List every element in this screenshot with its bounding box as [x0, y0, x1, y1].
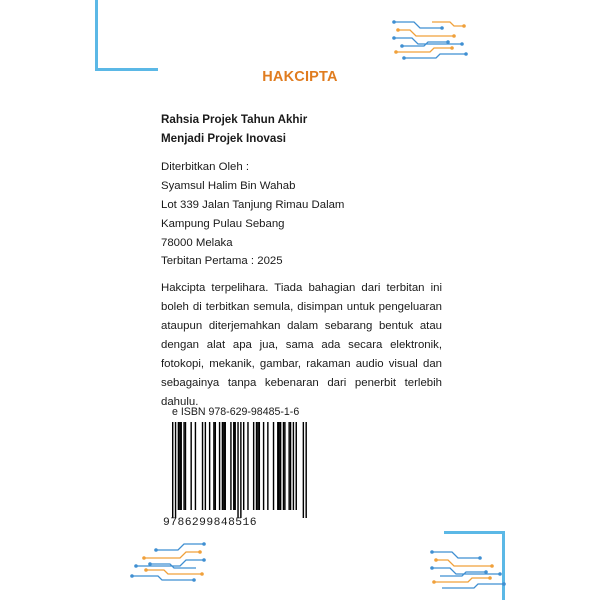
- barcode-bar: [215, 422, 216, 510]
- barcode-bar: [178, 422, 179, 510]
- barcode-bar: [263, 422, 264, 510]
- copyright-line: dengan alat apa jua, sama ada secara elektronik,: [161, 339, 442, 351]
- barcode-bar: [222, 422, 223, 510]
- first-edition-line: Terbitan Pertama : 2025: [161, 255, 283, 267]
- barcode-bar: [256, 422, 257, 510]
- barcode-bar: [219, 422, 220, 510]
- copyright-notice: [161, 279, 442, 412]
- copyright-line: sebagainya tanpa kebenaran dari penerbit terlebih: [161, 377, 442, 389]
- isbn-label: e ISBN 978-629-98485-1-6: [172, 406, 300, 418]
- barcode-bar: [293, 422, 294, 510]
- barcode-bar: [209, 422, 210, 510]
- top-left-frame-corner: [95, 0, 158, 71]
- barcode-bar: [230, 422, 231, 510]
- barcode-bar: [195, 422, 196, 510]
- barcode-bar: [233, 422, 234, 510]
- barcode-bar: [305, 422, 306, 518]
- publisher-label: Diterbitkan Oleh :: [161, 161, 249, 173]
- book-title: [161, 110, 442, 148]
- barcode-digits: 9786299848516: [163, 517, 257, 529]
- barcode-bar: [181, 422, 182, 510]
- barcode-bar: [296, 422, 297, 510]
- barcode-bar: [175, 422, 176, 518]
- publisher-postcode-city: 78000 Melaka: [161, 237, 233, 249]
- barcode-bar: [280, 422, 281, 510]
- isbn-barcode: [163, 422, 311, 537]
- barcode-bar: [267, 422, 268, 510]
- barcode-bar: [205, 422, 206, 510]
- barcode-bar: [247, 422, 248, 510]
- barcode-bar: [240, 422, 241, 518]
- barcode-bar: [257, 422, 258, 510]
- barcode-bar: [290, 422, 291, 510]
- barcode-bars: [163, 422, 311, 518]
- barcode-bar: [234, 422, 235, 510]
- book-title-line: Rahsia Projek Tahun Akhir: [161, 113, 308, 126]
- circuit-decoration-top-right: [392, 18, 474, 64]
- barcode-bar: [279, 422, 280, 510]
- barcode-bar: [284, 422, 285, 510]
- barcode-bar: [225, 422, 226, 510]
- copyright-line: ataupun diterjemahkan dalam sebarang bentuk atau: [161, 320, 442, 332]
- barcode-bar: [223, 422, 224, 510]
- publisher-block: [161, 158, 442, 253]
- barcode-bar: [179, 422, 180, 510]
- barcode-bar: [277, 422, 278, 510]
- copyright-line: boleh di terbitkan semula, disimpan untuk pengeluaran: [161, 301, 442, 313]
- barcode-bar: [202, 422, 203, 510]
- page-title: HAKCIPTA: [262, 69, 338, 85]
- copyright-line: fotokopi, mekanik, gambar, rakaman audio visual dan: [161, 358, 442, 370]
- book-title-line: Menjadi Projek Inovasi: [161, 132, 286, 145]
- barcode-bar: [283, 422, 284, 510]
- barcode-bar: [237, 422, 238, 518]
- publisher-address-line: Kampung Pulau Sebang: [161, 218, 285, 230]
- barcode-bar: [259, 422, 260, 510]
- barcode-bar: [185, 422, 186, 510]
- circuit-decoration-bottom-left: [126, 540, 206, 584]
- barcode-bar: [213, 422, 214, 510]
- publisher-address-line: Lot 339 Jalan Tanjung Rimau Dalam: [161, 199, 345, 211]
- barcode-bar: [273, 422, 274, 510]
- copyright-line: dahulu.: [161, 396, 199, 408]
- circuit-decoration-bottom-right: [430, 548, 510, 592]
- publisher-name: Syamsul Halim Bin Wahab: [161, 180, 296, 192]
- barcode-bar: [183, 422, 184, 510]
- barcode-bar: [172, 422, 173, 518]
- barcode-bar: [243, 422, 244, 510]
- barcode-bar: [190, 422, 191, 510]
- copyright-line: Hakcipta terpelihara. Tiada bahagian dari terbitan ini: [161, 282, 442, 294]
- barcode-bar: [288, 422, 289, 510]
- barcode-bar: [253, 422, 254, 510]
- barcode-bar: [303, 422, 304, 518]
